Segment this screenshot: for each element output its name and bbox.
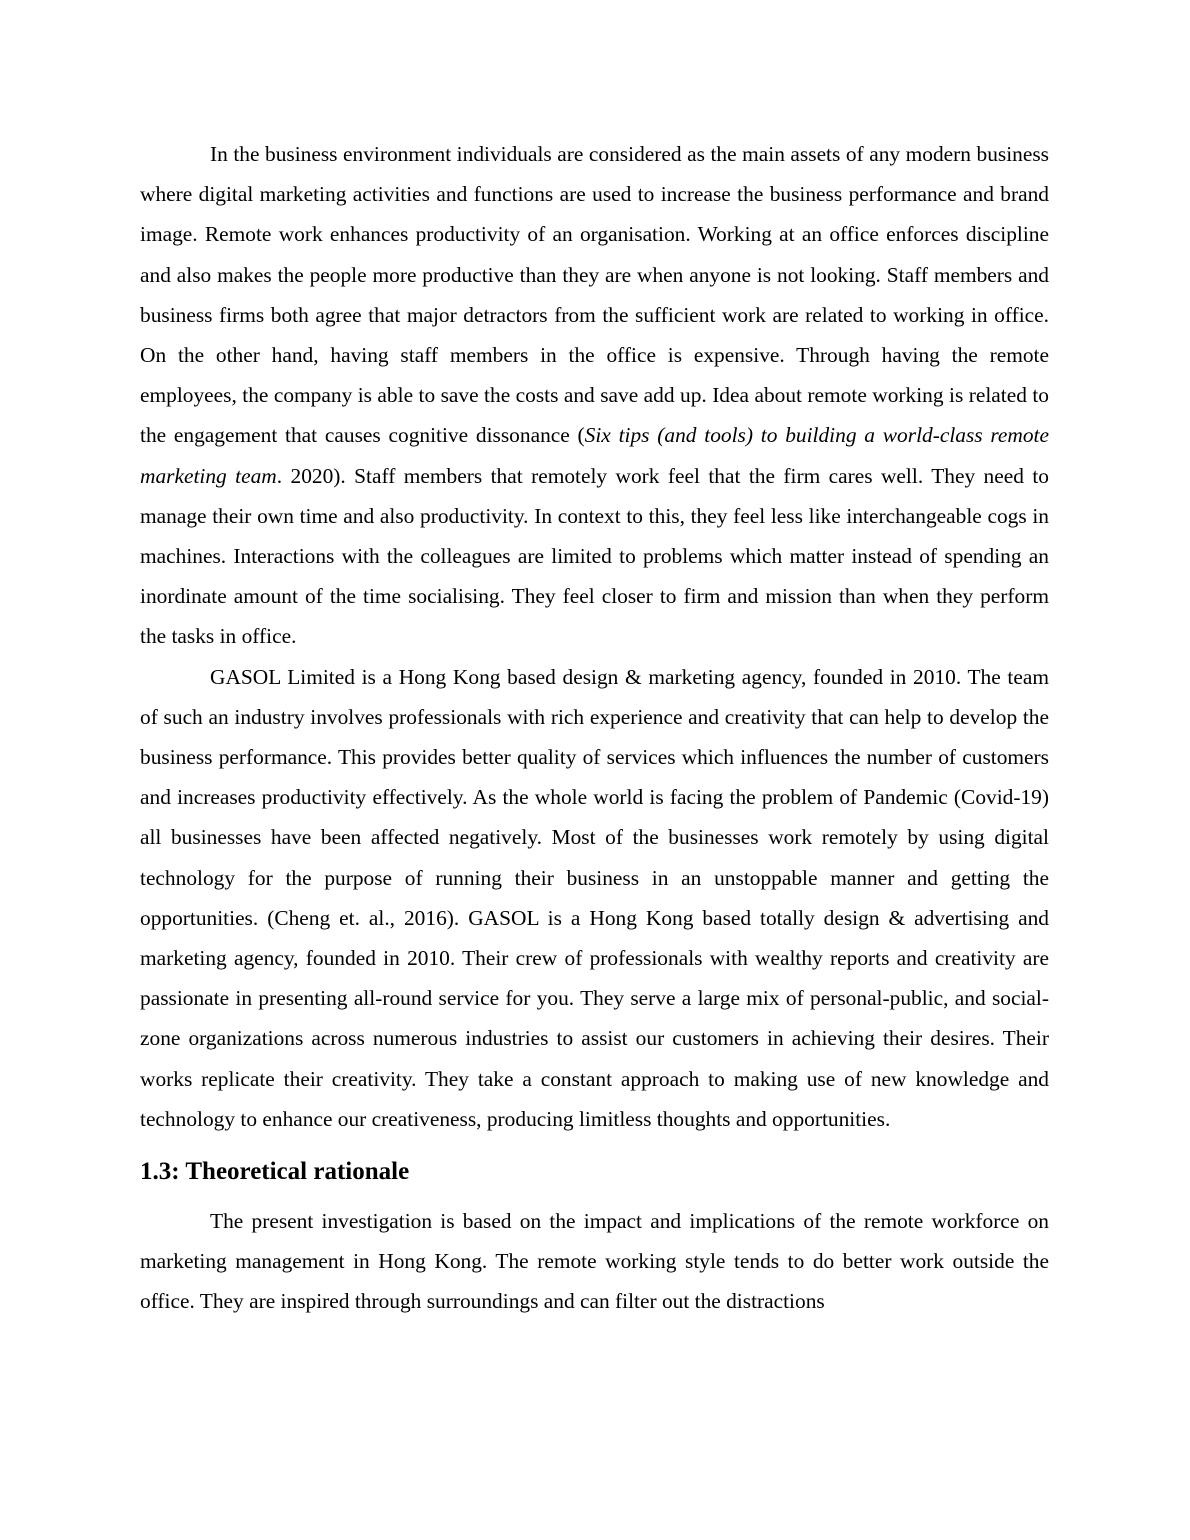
paragraph-remote-work xyxy=(140,134,1049,657)
paragraph-text: . 2020). Staff members that remotely work feel that the firm cares well. They need to manage their own time and also productivity. In context to this, they feel less like interchangeable cogs in machines. Interactions with the colleagues are limited to problems which matter instead of spending an inordinate amount of the time socialising. They feel closer to firm and mission than when they perform the tasks in office. xyxy=(140,463,1049,649)
paragraph-text: In the business environment individuals are considered as the main assets of any modern business where digital marketing activities and functions are used to increase the business performance and brand image. Remote work enhances productivity of an organisation. Working at an office enforces discipline and also makes the people more productive than they are when anyone is not looking. Staff members and business firms both agree that major detractors from the sufficient work are related to working in office. On the other hand, having staff members in the office is expensive. Through having the remote employees, the company is able to save the costs and save add up. Idea about remote working is related to the engagement that causes cognitive dissonance ( xyxy=(140,142,1049,448)
section-heading: 1.3: Theoretical rationale xyxy=(140,1158,410,1186)
paragraph-text: GASOL Limited is a Hong Kong based design & marketing agency, founded in 2010. The team of such an industry involves professionals with rich experience and creativity that can help to develop the business performance. This provides better quality of services which influences the number of customers and increases productivity effectively. As the whole world is facing the problem of Pandemic (Covid-19) all businesses have been affected negatively. Most of the businesses work remotely by using digital technology for the purpose of running their business in an unstoppable manner and getting the opportunities. (Cheng et. al., 2016). GASOL is a Hong Kong based totally design & advertising and marketing agency, founded in 2010. Their crew of professionals with wealthy reports and creativity are passionate in presenting all-round service for you. They serve a large mix of personal-public, and social-zone organizations across numerous industries to assist our customers in achieving their desires. Their works replicate their creativity. They take a constant approach to making use of new knowledge and technology to enhance our creativeness, producing limitless thoughts and opportunities. xyxy=(140,664,1049,1131)
document-body xyxy=(140,134,1049,1322)
paragraph-theoretical-rationale xyxy=(140,1201,1049,1322)
paragraph-gasol xyxy=(140,657,1049,1139)
paragraph-text: The present investigation is based on the impact and implications of the remote workforce on marketing management in Hong Kong. The remote working style tends to do better work outside the office. They are inspired through surroundings and can filter out the distractions xyxy=(140,1209,1049,1314)
citation-title: Six tips (and tools) to building a world-class remote marketing team xyxy=(140,423,1049,488)
